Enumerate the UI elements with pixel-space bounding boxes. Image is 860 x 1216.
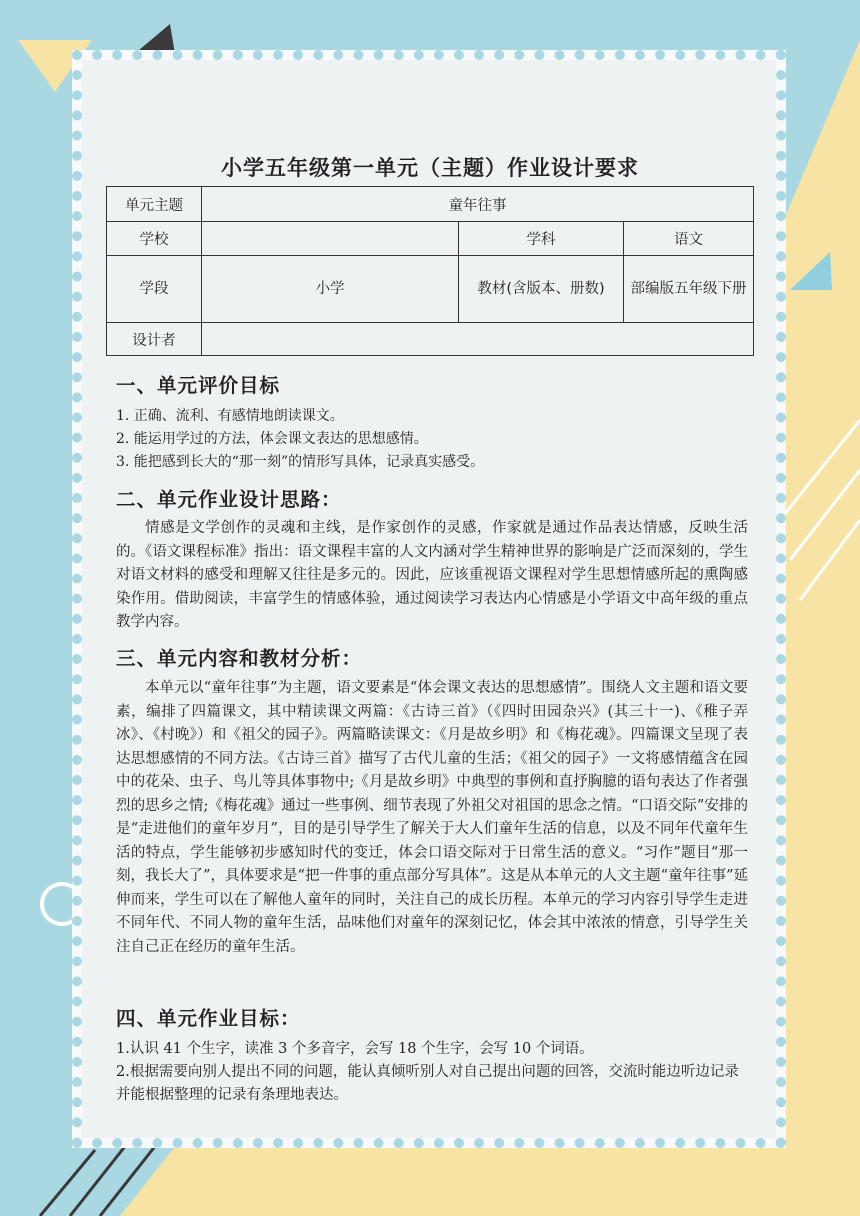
subject-label: 学科: [459, 222, 624, 256]
stripe-line: [40, 1150, 95, 1216]
list-item: 3. 能把感到长大的“那一刻”的情形写具体，记录真实感受。: [116, 454, 485, 470]
section-heading-2: 二、单元作业设计思路：: [116, 488, 342, 511]
textbook-value: 部编版五年级下册: [624, 256, 754, 323]
school-value: [202, 222, 459, 256]
info-table: [106, 186, 754, 356]
yellow-triangle-icon: [18, 40, 92, 92]
school-label: 学校: [107, 222, 202, 256]
theme-value: 童年往事: [202, 187, 754, 222]
page-title: 小学五年级第一单元（主题）作业设计要求: [221, 156, 639, 180]
theme-label: 单元主题: [107, 187, 202, 222]
stage-label: 学段: [107, 256, 202, 323]
table-row: [107, 187, 754, 222]
circle-outline-icon: [42, 884, 82, 924]
table-row: [107, 323, 754, 356]
content-analysis-paragraph: 本单元以“童年往事”为主题，语文要素是“体会课文表达的思想感情”。围绕人文主题和语文要素，编排了四篇课文，其中精读课文两篇：《古诗三首》（《四时田园杂兴》(其三十一)、《稚子弄冰》、《村晚》）和《祖父的园子》。两篇略读课文：《月是故乡明》和《梅花魂》。四篇课文呈现了表达思想感情的不同方法。《古诗三首》描写了古代儿童的生活；《祖父的园子》一文将感情蕴含在园中的花朵、虫子、鸟儿等具体事物中;《月是故乡明》中典型的事例和直抒胸臆的语句表达了作者强烈的思乡之情;《梅花魂》通过一些事例、细节表现了外祖父对祖国的思念之情。“口语交际”安排的是“走进他们的童年岁月”，目的是引导学生了解关于大人们童年生活的信息，以及不同年代童年生活的特点，学生能够初步感知时代的变迁，体会口语交际对于日常生活的意义。“习作”题目“那一刻，我长大了”，具体要求是“把一件事的重点部分写具体”。这是从本单元的人文主题“童年往事”延伸而来，学生可以在了解他人童年的同时，关注自己的成长历程。本单元的学习内容引导学生走进不同年代、不同人物的童年生活，品味他们对童年的深刻记忆，体会其中浓浓的情意，引导学生关注自己正在经历的童年生活。: [116, 680, 748, 955]
stripe-line: [70, 1140, 130, 1216]
designer-value: [202, 323, 754, 356]
section-heading-4: 四、单元作业目标：: [116, 1007, 301, 1030]
table-row: [107, 256, 754, 323]
list-item: 1. 正确、流利、有感情地朗读课文。: [116, 408, 344, 424]
evaluation-goals-list: [116, 405, 746, 474]
section-heading-3: 三、单元内容和教材分析：: [116, 647, 363, 670]
design-idea-paragraph: 情感是文学创作的灵魂和主线，是作家创作的灵感，作家就是通过作品表达情感，反映生活的。《语文课程标准》指出：语文课程丰富的人文内涵对学生精神世界的影响是广泛而深刻的，学生对语文材料的感受和理解又往往是多元的。因此，应该重视语文课程对学生思想情感所起的熏陶感染作用。借助阅读，丰富学生的情感体验，通过阅读学习表达内心情感是小学语文中高年级的重点教学内容。: [116, 520, 748, 630]
list-item: 1.认识 41 个生字，读准 3 个多音字，会写 18 个生字，会写 10 个词语。: [116, 1041, 594, 1057]
list-item: 2.根据需要向别人提出不同的问题，能认真倾听别人对自己提出问题的回答，交流时能边听边记录并能根据整理的记录有条理地表达。: [116, 1064, 739, 1103]
stage-value: 小学: [202, 256, 459, 323]
subject-value: 语文: [624, 222, 754, 256]
section-heading-1: 一、单元评价目标: [116, 374, 281, 397]
table-row: [107, 222, 754, 256]
homework-goals-list: [116, 1038, 748, 1107]
textbook-label: 教材(含版本、册数): [459, 256, 624, 323]
designer-label: 设计者: [107, 323, 202, 356]
list-item: 2. 能运用学过的方法，体会课文表达的思想感情。: [116, 431, 428, 447]
